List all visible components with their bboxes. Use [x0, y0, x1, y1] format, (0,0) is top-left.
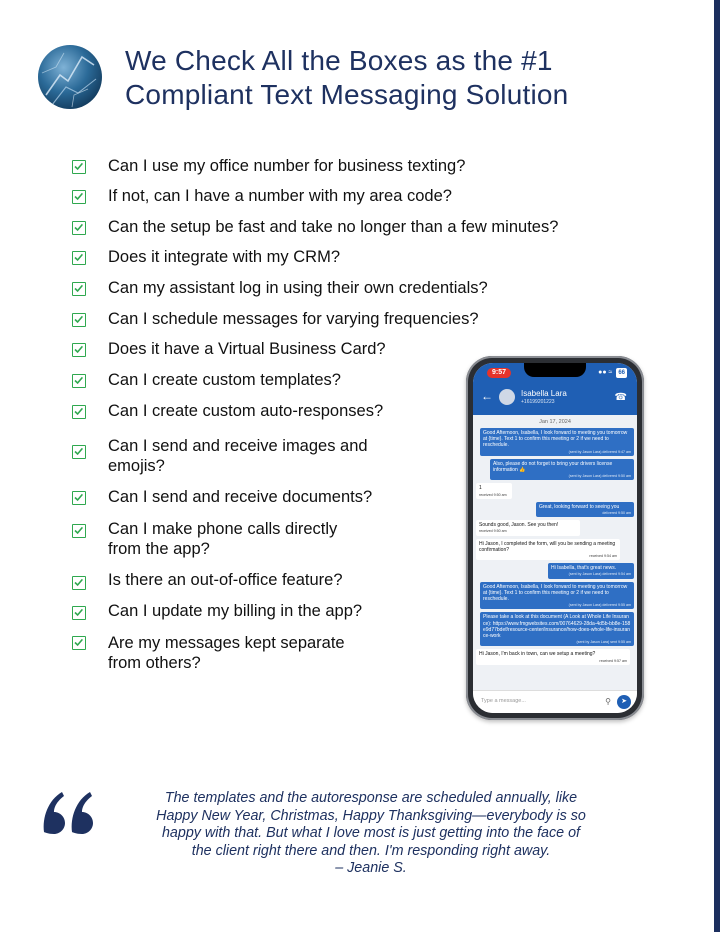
checklist-question: Can I update my billing in the app?	[108, 602, 363, 620]
checkbox-checked-icon	[72, 343, 86, 357]
checklist-question: Is there an out-of-office feature?	[108, 571, 343, 589]
checkbox-checked-icon	[72, 445, 86, 459]
checklist-question: Can I send and receive images and emojis?	[108, 437, 368, 475]
message-input[interactable]: Type a message...	[481, 698, 526, 704]
checklist-item	[72, 186, 452, 206]
checkbox-checked-icon	[72, 313, 86, 327]
message-bubble-incoming: 1 received 9:50 am	[476, 483, 512, 498]
checklist-item	[72, 217, 558, 237]
checkbox-checked-icon	[72, 576, 86, 590]
wifi-icon: ≈	[608, 369, 613, 376]
checklist-question: Can I send and receive documents?	[108, 488, 373, 506]
thread-date: Jan 17, 2024	[539, 419, 571, 425]
message-bubble-incoming: Hi Jason, I completed the form, will you be sending a meeting confirmation? received 9:54 am	[476, 539, 620, 561]
message-bubble-outgoing: Please take a look at this document (A Look at Whole Life Insurance): https://www.fmgwebsites.com/00764629-28da-4d5b-bb8e-158e9d77bdef/resource-center/insurance/how-does-whole-life-insurance-work (sent by Jason Lara) sent 9:55 am	[480, 612, 634, 646]
phone-screen	[473, 363, 637, 713]
quote-line: The templates and the autoresponse are scheduled annually, like	[164, 790, 578, 806]
checklist-question: Can I create custom auto-responses?	[108, 402, 384, 420]
checklist-item	[72, 156, 465, 176]
checklist-item	[72, 370, 341, 390]
back-arrow-icon[interactable]: ←	[481, 389, 493, 403]
checkbox-checked-icon	[72, 251, 86, 265]
phone-notch	[524, 363, 586, 377]
checkbox-checked-icon	[72, 636, 86, 650]
message-bubble-outgoing: Good Afternoon, Isabella, I look forward to meeting you tomorrow at {time}. Text 1 to confirm this meeting or 2 if we need to reschedule. (sent by Jason Lara) delivered 9:47 am	[480, 428, 634, 456]
message-bubble-outgoing: Hi Isabella, that's great news. (sent by Jason Lara) delivered 9:54 am	[548, 563, 634, 578]
testimonial-quote	[122, 790, 620, 878]
checklist-item	[72, 309, 479, 329]
checkbox-checked-icon	[72, 160, 86, 174]
message-bubble-outgoing: Great, looking forward to seeing you delivered 9:50 am	[536, 502, 634, 517]
checkbox-checked-icon	[72, 491, 86, 505]
page-title-line: Compliant Text Messaging Solution	[125, 79, 569, 110]
checklist-item	[72, 247, 340, 267]
checklist-item	[72, 339, 386, 359]
status-icons	[598, 368, 627, 378]
checklist-question: Can my assistant log in using their own credentials?	[108, 279, 488, 297]
contact-number: +16199201223	[521, 399, 555, 405]
checklist-item	[72, 487, 372, 507]
checklist-question: Can the setup be fast and take no longer than a few minutes?	[108, 218, 559, 236]
brand-logo-image	[38, 45, 102, 109]
checklist-question: Are my messages kept separate from others?	[108, 634, 345, 672]
checklist-item	[72, 278, 488, 298]
checklist-item	[72, 436, 368, 476]
page-right-border	[714, 0, 720, 932]
checkbox-checked-icon	[72, 190, 86, 204]
checklist-question: Can I create custom templates?	[108, 371, 341, 389]
checklist-item	[72, 401, 383, 421]
avatar	[499, 389, 515, 405]
page-title	[125, 44, 665, 112]
send-button[interactable]: ➤	[617, 695, 631, 709]
checklist-item	[72, 633, 345, 673]
phone-mockup	[466, 356, 644, 720]
chat-header	[473, 383, 637, 415]
checklist-item	[72, 519, 337, 559]
quote-line: the client right there and then. I'm responding right away.	[191, 842, 551, 859]
checklist-question: Does it have a Virtual Business Card?	[108, 340, 386, 358]
checklist-question: Can I use my office number for business texting?	[108, 157, 466, 175]
page-title-line: We Check All the Boxes as the #1	[125, 45, 553, 76]
message-thread	[473, 415, 637, 691]
status-time: 9:57	[487, 368, 511, 378]
checkbox-checked-icon	[72, 405, 86, 419]
battery-icon: 66	[618, 370, 625, 376]
message-input-bar	[473, 690, 637, 713]
checkbox-checked-icon	[72, 221, 86, 235]
quote-line: happy with that. But what I love most is just getting into the face of	[161, 825, 581, 841]
quote-attribution: – Jeanie S.	[335, 860, 407, 876]
checklist-question: Can I schedule messages for varying frequencies?	[108, 310, 479, 328]
quote-line: Happy New Year, Christmas, Happy Thanksgiving—everybody is so	[156, 807, 586, 824]
attachment-icon[interactable]: ⚲	[605, 697, 611, 706]
checklist-question: If not, can I have a number with my area code?	[108, 187, 452, 205]
checkbox-checked-icon	[72, 374, 86, 388]
checkbox-checked-icon	[72, 524, 86, 538]
phone-call-icon[interactable]: ☎	[614, 392, 627, 403]
checklist-question: Can I make phone calls directly from the app?	[108, 520, 338, 558]
signal-icon: ●●	[598, 369, 607, 376]
quote-mark-icon	[40, 788, 96, 834]
checklist-item	[72, 601, 362, 621]
contact-name: Isabella Lara	[521, 389, 567, 398]
phone-status-bar	[473, 363, 637, 383]
message-bubble-incoming: Hi Jason, I'm back in town, can we setup a meeting? received 9:57 am	[476, 649, 630, 664]
message-bubble-incoming: Sounds good, Jason. See you then! received 9:50 am	[476, 520, 580, 535]
message-bubble-outgoing: Also, please do not forget to bring your drivers license information 👍 (sent by Jason Lara) delivered 9:50 am	[490, 459, 634, 481]
message-bubble-outgoing: Good Afternoon, Isabella, I look forward to meeting you tomorrow at {time}. Text 1 to confirm this meeting or 2 if we need to reschedule. (sent by Jason Lara) delivered 9:55 am	[480, 582, 634, 610]
checklist-question: Does it integrate with my CRM?	[108, 248, 340, 266]
checkbox-checked-icon	[72, 282, 86, 296]
checklist-item	[72, 570, 343, 590]
checkbox-checked-icon	[72, 606, 86, 620]
